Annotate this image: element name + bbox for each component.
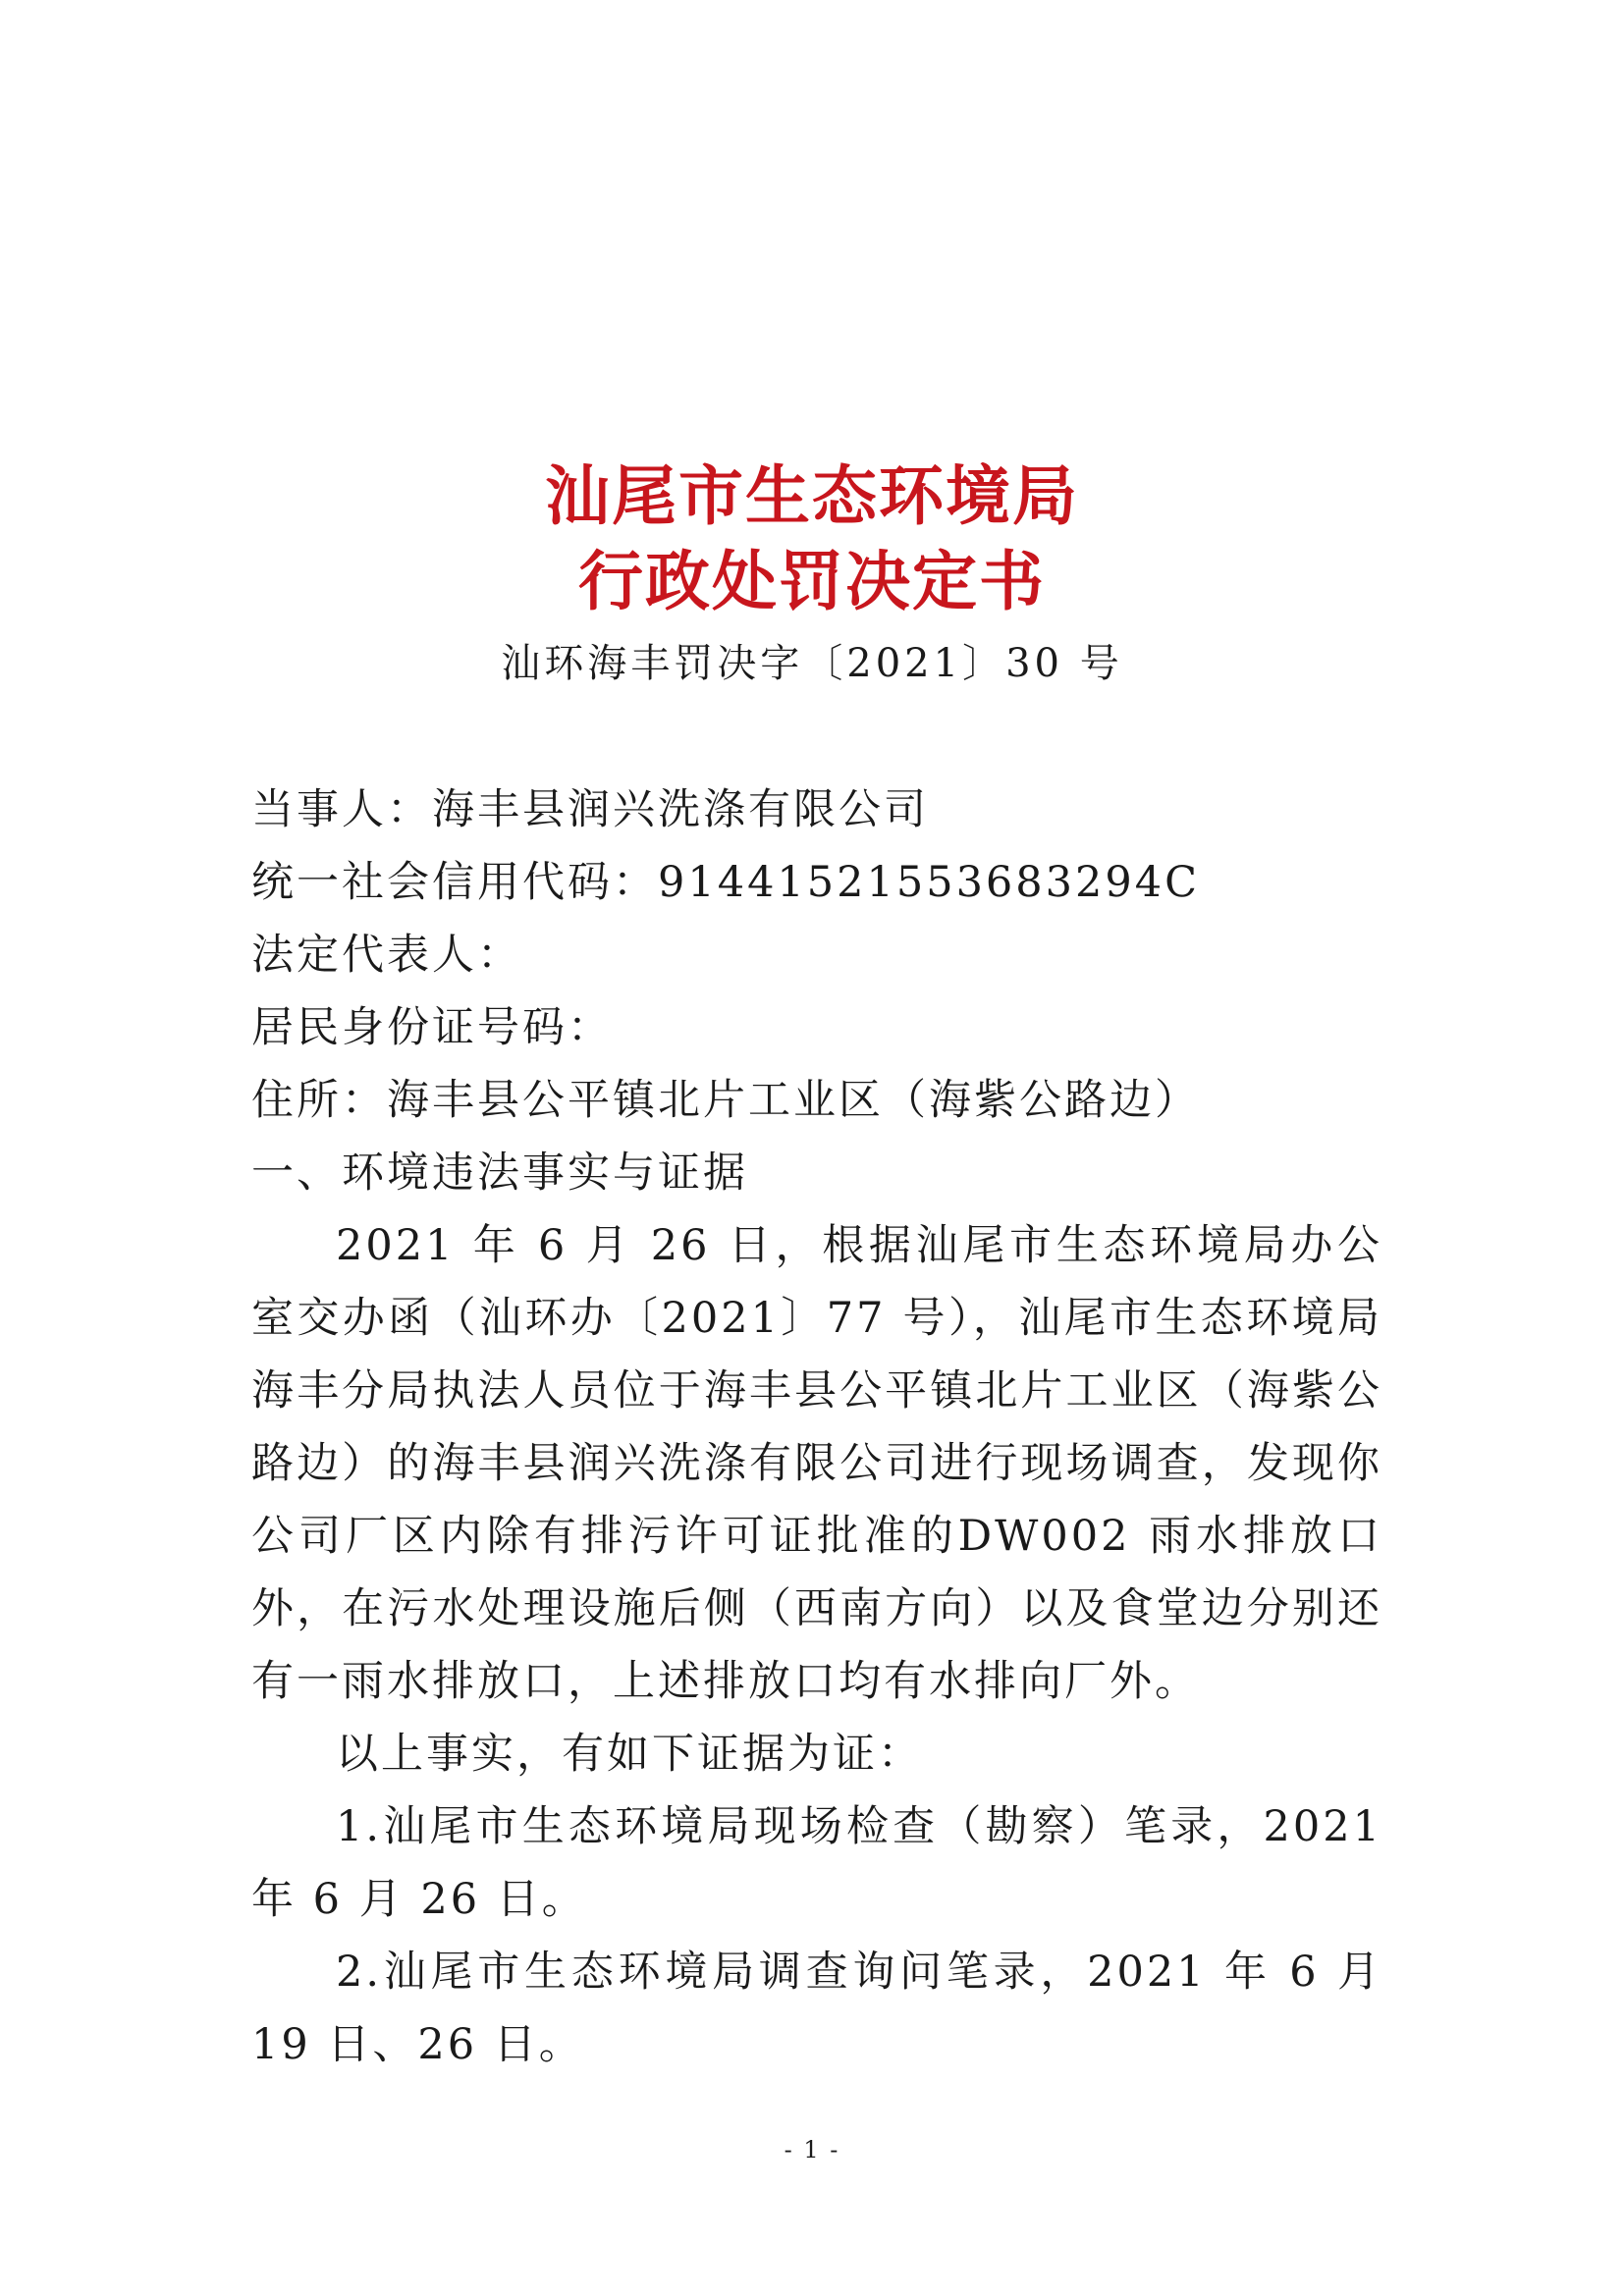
facts-paragraph: 2021 年 6 月 26 日，根据汕尾市生态环境局办公室交办函（汕环办〔2021〕77 号），汕尾市生态环境局海丰分局执法人员位于海丰县公平镇北片工业区（海紫公路边）的海丰县润兴洗涤有限公司进行现场调查，发现你公司厂区内除有排污许可证批准的DW002 雨水排放口外，在污水处理设施后侧（西南方向）以及食堂边分别还有一雨水排放口，上述排放口均有水排向厂外。 [251, 1221, 1382, 1706]
document-number: 汕环海丰罚决字〔2021〕30 号 [501, 641, 1123, 686]
evidence-intro: 以上事实，有如下证据为证： [336, 1730, 923, 1779]
party-address: 住所：海丰县公平镇北片工业区（海紫公路边） [251, 1076, 1200, 1125]
party-legal-representative: 法定代表人： [251, 931, 522, 980]
party-id-number: 居民身份证号码： [251, 1003, 613, 1052]
evidence-item: 1.汕尾市生态环境局现场检查（勘察）笔录，2021 年 6 月 26 日。 [251, 1802, 1382, 1924]
section-heading: 一、环境违法事实与证据 [251, 1148, 748, 1198]
party-name: 当事人：海丰县润兴洗涤有限公司 [251, 785, 929, 834]
document-body [251, 774, 1382, 2081]
evidence-item: 2.汕尾市生态环境局调查询问笔录，2021 年 6 月 19 日、26 日。 [251, 1948, 1382, 2069]
document-title-line1: 汕尾市生态环境局 [545, 457, 1079, 534]
document-title-line2: 行政处罚决定书 [578, 543, 1046, 619]
party-credit-code: 统一社会信用代码：91441521553683294C [251, 858, 1200, 907]
page-number: - 1 - [784, 2136, 840, 2163]
